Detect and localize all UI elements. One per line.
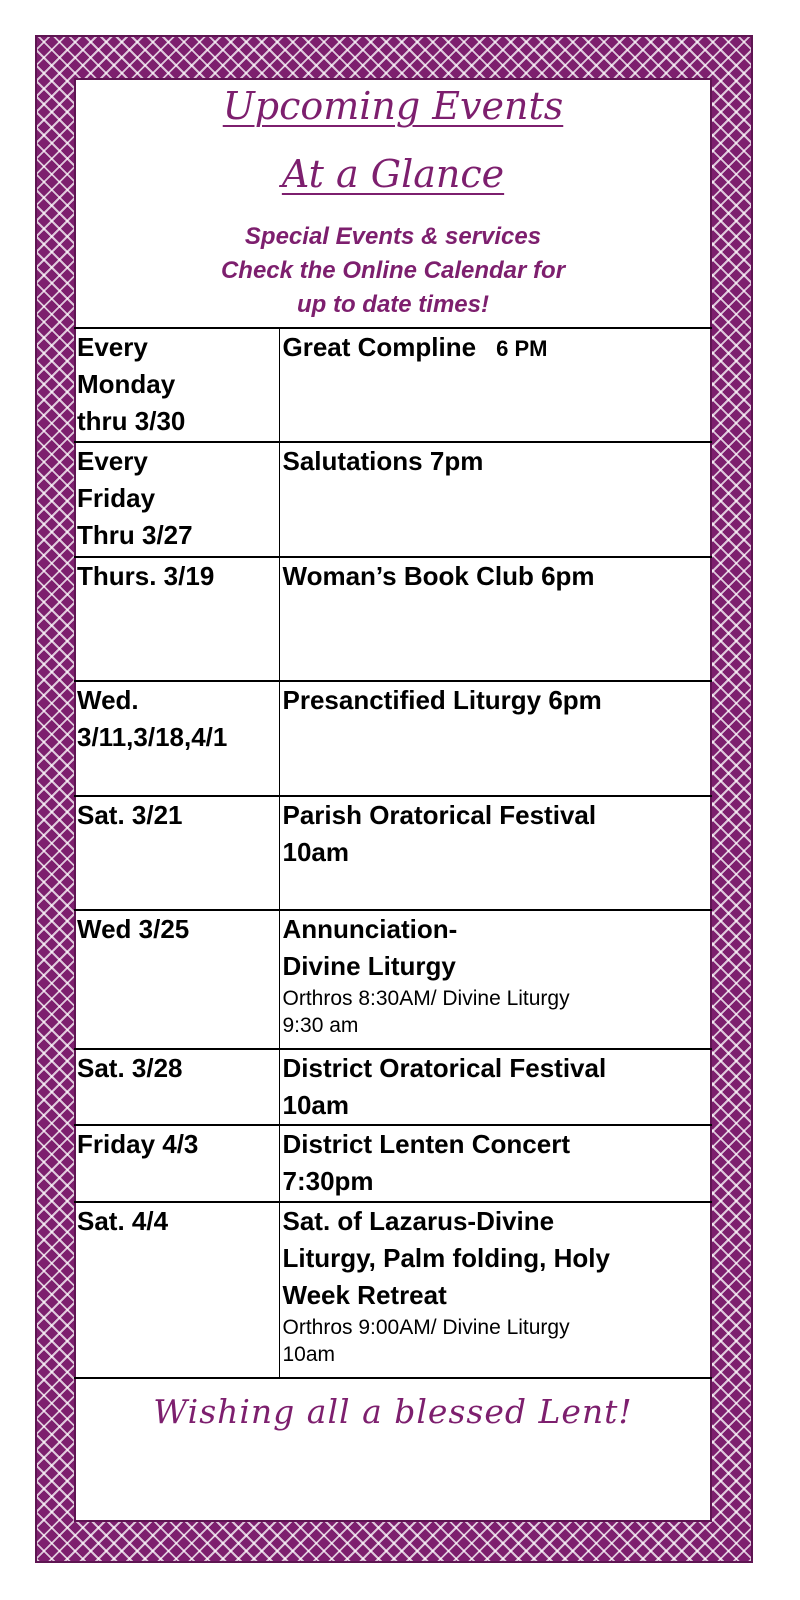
event-date: Friday 4/3 bbox=[74, 1125, 279, 1202]
event-time: 6 PM bbox=[496, 336, 548, 361]
event-info bbox=[279, 1049, 712, 1125]
event-title: Woman’s Book Club 6pm bbox=[282, 561, 595, 591]
event-info bbox=[279, 1125, 712, 1202]
table-row bbox=[74, 1202, 712, 1378]
table-row bbox=[74, 328, 712, 442]
event-title: Great Compline bbox=[282, 332, 477, 362]
event-date: Every Friday Thru 3/27 bbox=[74, 442, 279, 557]
table-row bbox=[74, 1125, 712, 1202]
event-details: Orthros 8:30AM/ Divine Liturgy 9:30 am bbox=[282, 987, 570, 1037]
event-date: Every Monday thru 3/30 bbox=[74, 328, 279, 442]
event-title: Parish Oratorical Festival 10am bbox=[282, 800, 597, 867]
table-row bbox=[74, 796, 712, 910]
event-date: Sat. 3/21 bbox=[74, 796, 279, 910]
event-info bbox=[279, 557, 712, 681]
subtitle bbox=[74, 220, 712, 322]
event-title: District Lenten Concert 7:30pm bbox=[282, 1129, 570, 1196]
event-title: Presanctified Liturgy 6pm bbox=[282, 685, 602, 715]
table-row bbox=[74, 1049, 712, 1125]
page-title-line1: Upcoming Events bbox=[222, 84, 564, 128]
subtitle-line: Special Events & services bbox=[244, 223, 542, 250]
table-row bbox=[74, 557, 712, 681]
event-info bbox=[279, 442, 712, 557]
page-title-line2: At a Glance bbox=[281, 152, 505, 196]
event-details: Orthros 9:00AM/ Divine Liturgy 10am bbox=[282, 1316, 570, 1366]
event-date: Wed 3/25 bbox=[74, 910, 279, 1049]
event-date: Wed. 3/11,3/18,4/1 bbox=[74, 681, 279, 796]
event-date: Thurs. 3/19 bbox=[74, 557, 279, 681]
footer-greeting: Wishing all a blessed Lent! bbox=[153, 1392, 633, 1431]
event-date: Sat. 3/28 bbox=[74, 1049, 279, 1125]
event-title: Sat. of Lazarus-Divine Liturgy, Palm folding, Holy Week Retreat bbox=[282, 1206, 610, 1310]
event-info bbox=[279, 681, 712, 796]
event-title: Annunciation- Divine Liturgy bbox=[282, 914, 458, 981]
event-info bbox=[279, 328, 712, 442]
event-title: District Oratorical Festival 10am bbox=[282, 1053, 607, 1120]
events-table bbox=[74, 327, 712, 1379]
table-row bbox=[74, 681, 712, 796]
event-info bbox=[279, 1202, 712, 1378]
table-row bbox=[74, 910, 712, 1049]
subtitle-line: up to date times! bbox=[296, 291, 489, 318]
event-title: Salutations 7pm bbox=[282, 446, 484, 476]
table-row bbox=[74, 442, 712, 557]
subtitle-line: Check the Online Calendar for bbox=[220, 257, 566, 284]
event-info bbox=[279, 796, 712, 910]
event-date: Sat. 4/4 bbox=[74, 1202, 279, 1378]
event-info bbox=[279, 910, 712, 1049]
